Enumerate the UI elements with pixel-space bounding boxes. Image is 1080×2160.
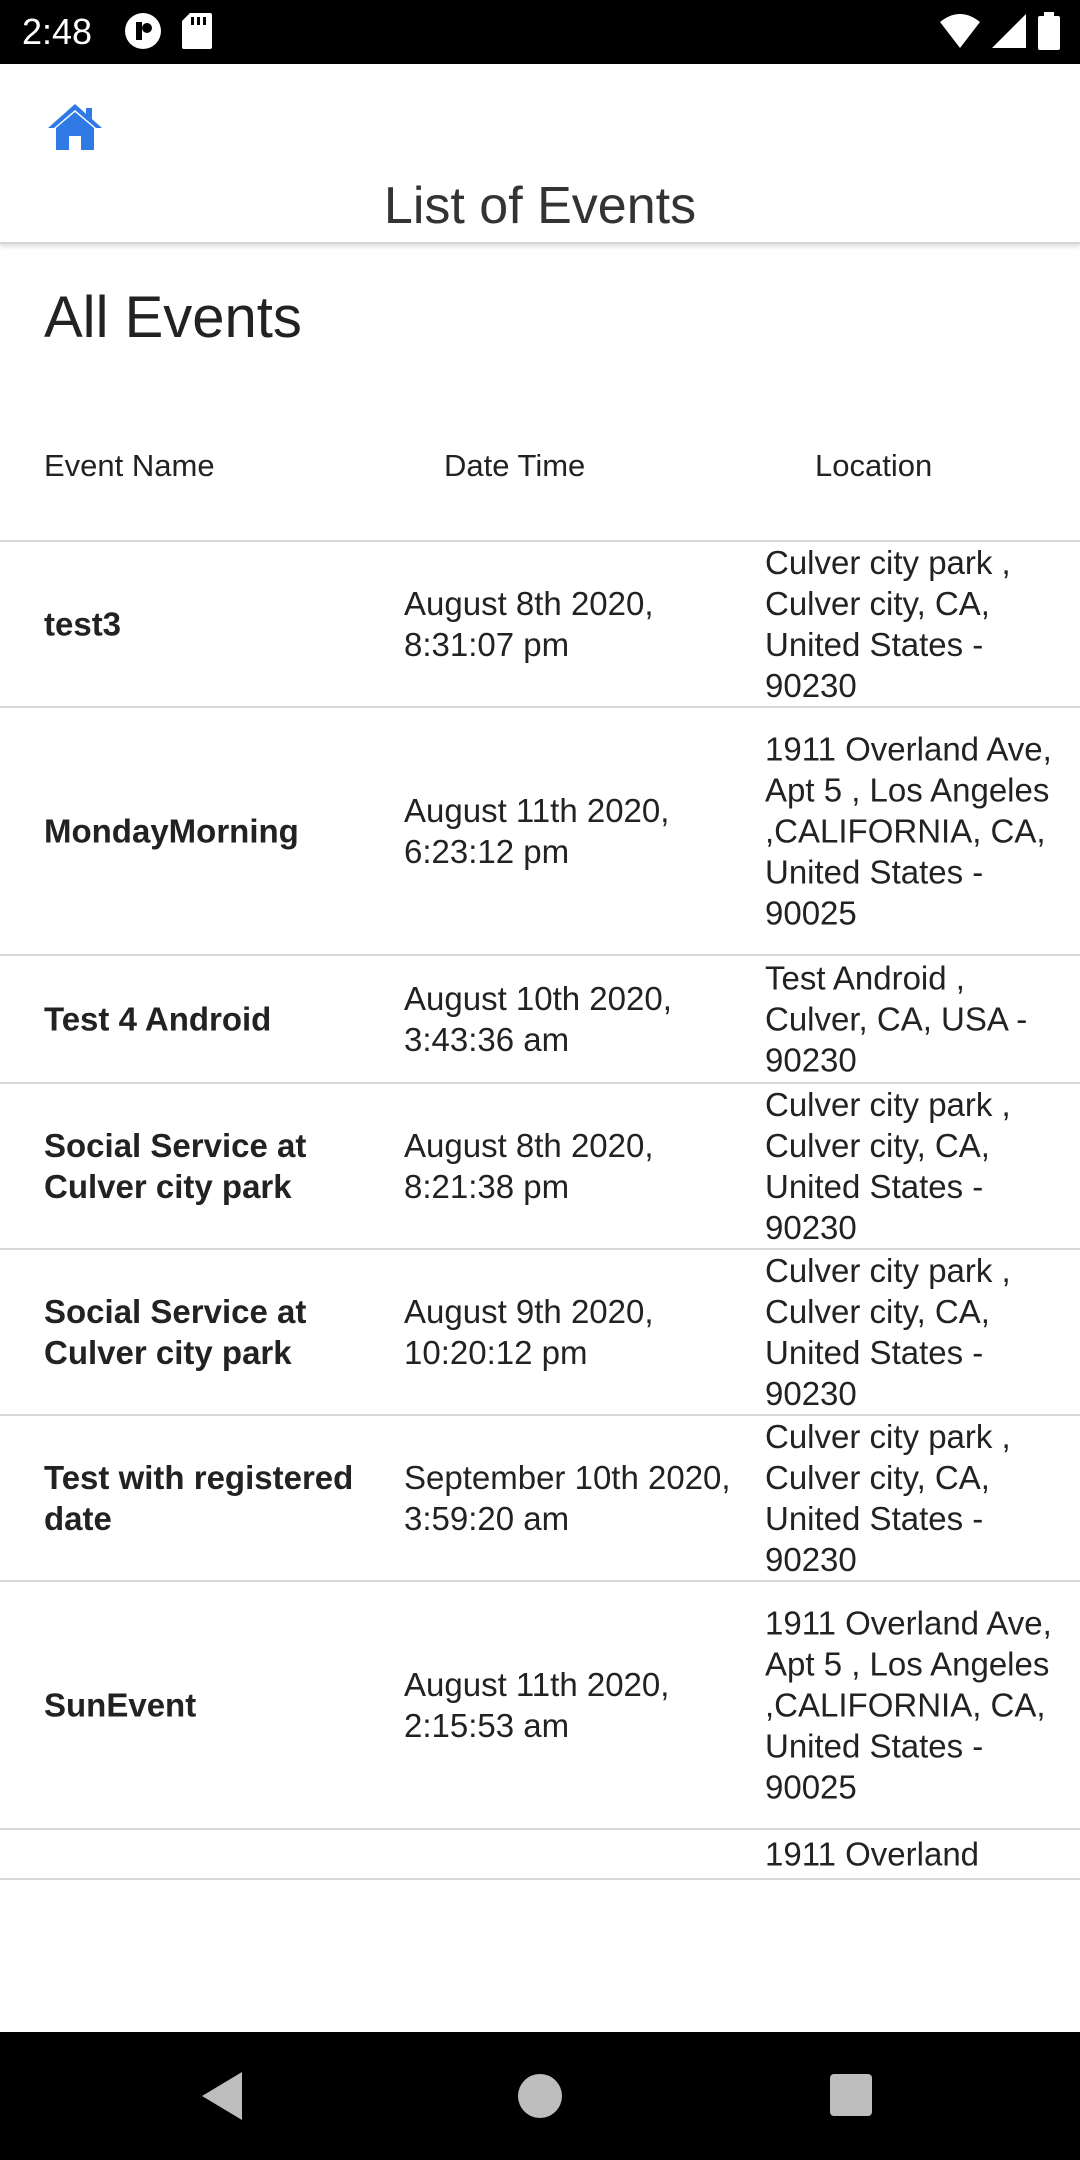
date-time-cell: August 9th 2020, 10:20:12 pm	[404, 1293, 654, 1371]
event-name-cell: Social Service at Culver city park	[44, 1127, 307, 1205]
home-circle-icon[interactable]	[518, 2074, 562, 2118]
location-cell: Culver city park , Culver city, CA, United States - 90230	[765, 1086, 1011, 1246]
sd-card-icon	[182, 13, 212, 49]
location-cell: Culver city park , Culver city, CA, United States - 90230	[765, 1252, 1011, 1412]
date-time-cell: August 11th 2020, 6:23:12 pm	[404, 792, 670, 870]
location-cell: Test Android , Culver, CA, USA - 90230	[765, 959, 1028, 1079]
location-cell: Culver city park , Culver city, CA, United States - 90230	[765, 1418, 1011, 1578]
location-cell: Culver city park , Culver city, CA, United States - 90230	[765, 544, 1011, 704]
events-table	[0, 400, 1080, 1880]
location-cell: 1911 Overland Ave, Apt 5 , Los Angeles ,CALIFORNIA, CA, United States - 90025	[765, 730, 1052, 932]
table-header	[0, 400, 1080, 542]
wifi-icon	[940, 14, 980, 48]
date-time-cell: August 8th 2020, 8:31:07 pm	[404, 585, 654, 663]
event-name-cell: test3	[44, 605, 122, 643]
signal-icon	[992, 14, 1026, 48]
home-icon	[46, 98, 104, 156]
recents-icon[interactable]	[830, 2074, 872, 2116]
table-row[interactable]	[0, 708, 1080, 956]
section-title: All Events	[44, 285, 302, 350]
event-name-cell: Social Service at Culver city park	[44, 1293, 307, 1371]
battery-icon	[1038, 12, 1060, 50]
table-row[interactable]	[0, 542, 1080, 708]
table-row[interactable]	[0, 1084, 1080, 1250]
home-button[interactable]	[46, 98, 104, 156]
navigation-bar	[0, 2032, 1080, 2160]
table-row[interactable]	[0, 956, 1080, 1084]
app-header	[0, 64, 1080, 244]
status-time: 2:48	[22, 11, 93, 52]
date-time-cell: August 8th 2020, 8:21:38 pm	[404, 1127, 654, 1205]
column-header-date-time: Date Time	[444, 448, 586, 483]
table-row[interactable]	[0, 1416, 1080, 1582]
column-header-location: Location	[815, 448, 933, 483]
table-row[interactable]	[0, 1830, 1080, 1880]
status-bar	[0, 0, 1080, 64]
date-time-cell: August 11th 2020, 2:15:53 am	[404, 1666, 670, 1744]
date-time-cell: August 10th 2020, 3:43:36 am	[404, 980, 672, 1058]
location-cell: 1911 Overland	[765, 1835, 980, 1873]
account-circle-icon	[124, 12, 162, 50]
table-row[interactable]	[0, 1250, 1080, 1416]
back-icon[interactable]	[200, 2070, 244, 2122]
date-time-cell: September 10th 2020, 3:59:20 am	[404, 1459, 731, 1537]
column-header-event-name: Event Name	[44, 448, 215, 483]
event-name-cell: Test 4 Android	[44, 1000, 272, 1038]
table-row[interactable]	[0, 1582, 1080, 1830]
page-title: List of Events	[383, 177, 697, 235]
location-cell: 1911 Overland Ave, Apt 5 , Los Angeles ,CALIFORNIA, CA, United States - 90025	[765, 1604, 1052, 1806]
event-name-cell: MondayMorning	[44, 812, 299, 850]
event-name-cell: SunEvent	[44, 1686, 197, 1724]
event-name-cell: Test with registered date	[44, 1459, 354, 1537]
